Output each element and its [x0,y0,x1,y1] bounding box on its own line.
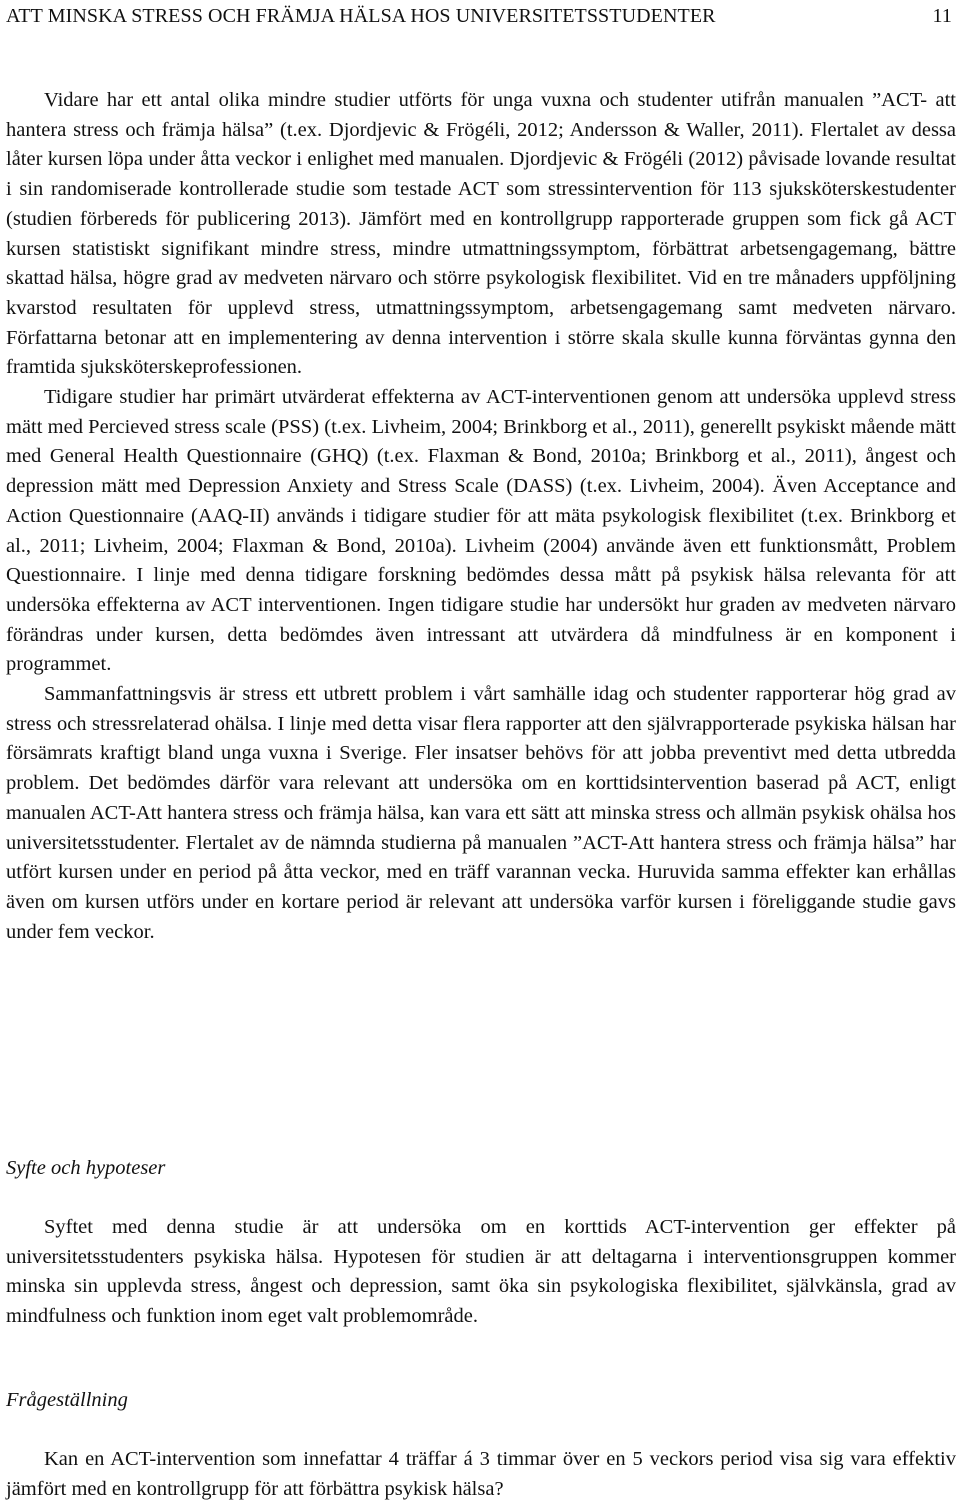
paragraph-summary: Sammanfattningsvis är stress ett utbrett problem i vårt samhälle idag och studenter rapporterar hög grad av stress och stressrelaterad ohälsa. I linje med detta visar flera rapporter att den självrapporterade psykiska hälsan har försämrats kraftigt bland unga vuxna i Sverige. Fler insatser behövs för att jobba preventivt med detta utbredda problem. Det bedömdes därför vara relevant att undersöka om en korttidsintervention baserad på ACT, enligt manualen ACT-Att hantera stress och främja hälsa, kan vara ett sätt att minska stress och allmän psykisk ohälsa hos universitetsstudenter. Flertalet av de nämnda studierna på manualen ”ACT-Att hantera stress och främja hälsa” har utfört kursen under en period på åtta veckor, med en träff varannan vecka. Huruvida samma effekter kan erhållas även om kursen utförs under en kortare period är relevant att undersöka varför kursen i föreliggande studie gavs under fem veckor. [6,683,956,943]
paragraph-previous-measures: Tidigare studier har primärt utvärderat effekterna av ACT-interventionen genom att undersöka upplevd stress mätt med Percieved stress scale (PSS) (t.ex. Livheim, 2004; Brinkborg et al., 2011), generellt psykiskt mående mätt med General Health Questionnaire (GHQ) (t.ex. Flaxman & Bond, 2010a; Brinkborg et al., 2011), ångest och depression mätt med Depression Anxiety and Stress Scale (DASS) (t.ex. Livheim, 2004). Även Acceptance and Action Questionnaire (AAQ-II) används i tidigare studier för att mäta psykologisk flexibilitet (t.ex. Brinkborg et al., 2011; Livheim, 2004; Flaxman & Bond, 2010a). Livheim (2004) använde även ett funktionsmått, Problem Questionnaire. I linje med denna tidigare forskning bedömdes dessa mått på psykisk hälsa relevanta för att undersöka effekterna av ACT interventionen. Ingen tidigare studie har undersökt hur graden av medveten närvaro förändras under kursen, detta bedömdes även intressant att utvärdera då mindfulness är en komponent i programmet. [6,386,956,676]
paragraph-act-studies: Vidare har ett antal olika mindre studier utförts för unga vuxna och studenter utifrån manualen ”ACT- att hantera stress och främja hälsa” (t.ex. Djordjevic & Frögéli, 2012; Andersson & Waller, 2011). Flertalet av dessa låter kursen löpa under åtta veckor i enlighet med manualen. Djordjevic & Frögéli (2012) påvisade lovande resultat i sin randomiserade kontrollerade studie som testade ACT som stressintervention för 113 sjuksköterskestudenter (studien förbereds för publicering 2013). Jämfört med en kontrollgrupp rapporterade gruppen som fick gå ACT kursen statistiskt signifikant mindre stress, mindre utmattningssymptom, förbättrat arbetsengagemang, bättre skattad hälsa, högre grad av medveten närvaro och större psykologisk flexibilitet. Vid en tre månaders uppföljning kvarstod resultaten för upplevd stress, utmattningssymptom, arbetsengagemang samt medveten närvaro. Författarna betonar att en implementering av denna intervention i större skala skulle kunna förväntas gynna den framtida sjuksköterskeprofessionen. [6,89,956,379]
section-heading-syfte: Syfte och hypoteser [6,1157,166,1179]
paragraph-syfte: Syftet med denna studie är att undersöka om en korttids ACT-intervention ger effekter på universitetsstudenters psykiska hälsa. Hypotesen för studien är att deltagarna i interventionsgruppen kommer minska sin upplevda stress, ångest och depression, samt öka sin psykologiska flexibilitet, självkänsla, grad av mindfulness och funktion inom eget valt problemområde. [6,1216,956,1328]
section-fragestallning-body [6,1445,956,1504]
running-title: ATT MINSKA STRESS OCH FRÄMJA HÄLSA HOS UNIVERSITETSSTUDENTER [6,5,716,27]
running-header [6,2,952,30]
section-heading-fragestallning: Frågeställning [6,1389,128,1411]
section-syfte-body [6,1213,956,1332]
paragraph-fragestallning: Kan en ACT-intervention som innefattar 4 träffar á 3 timmar över en 5 veckors period visa sig vara effektiv jämfört med en kontrollgrupp för att förbättra psykisk hälsa? [6,1448,956,1500]
page-number: 11 [932,5,952,27]
main-body [6,86,956,947]
